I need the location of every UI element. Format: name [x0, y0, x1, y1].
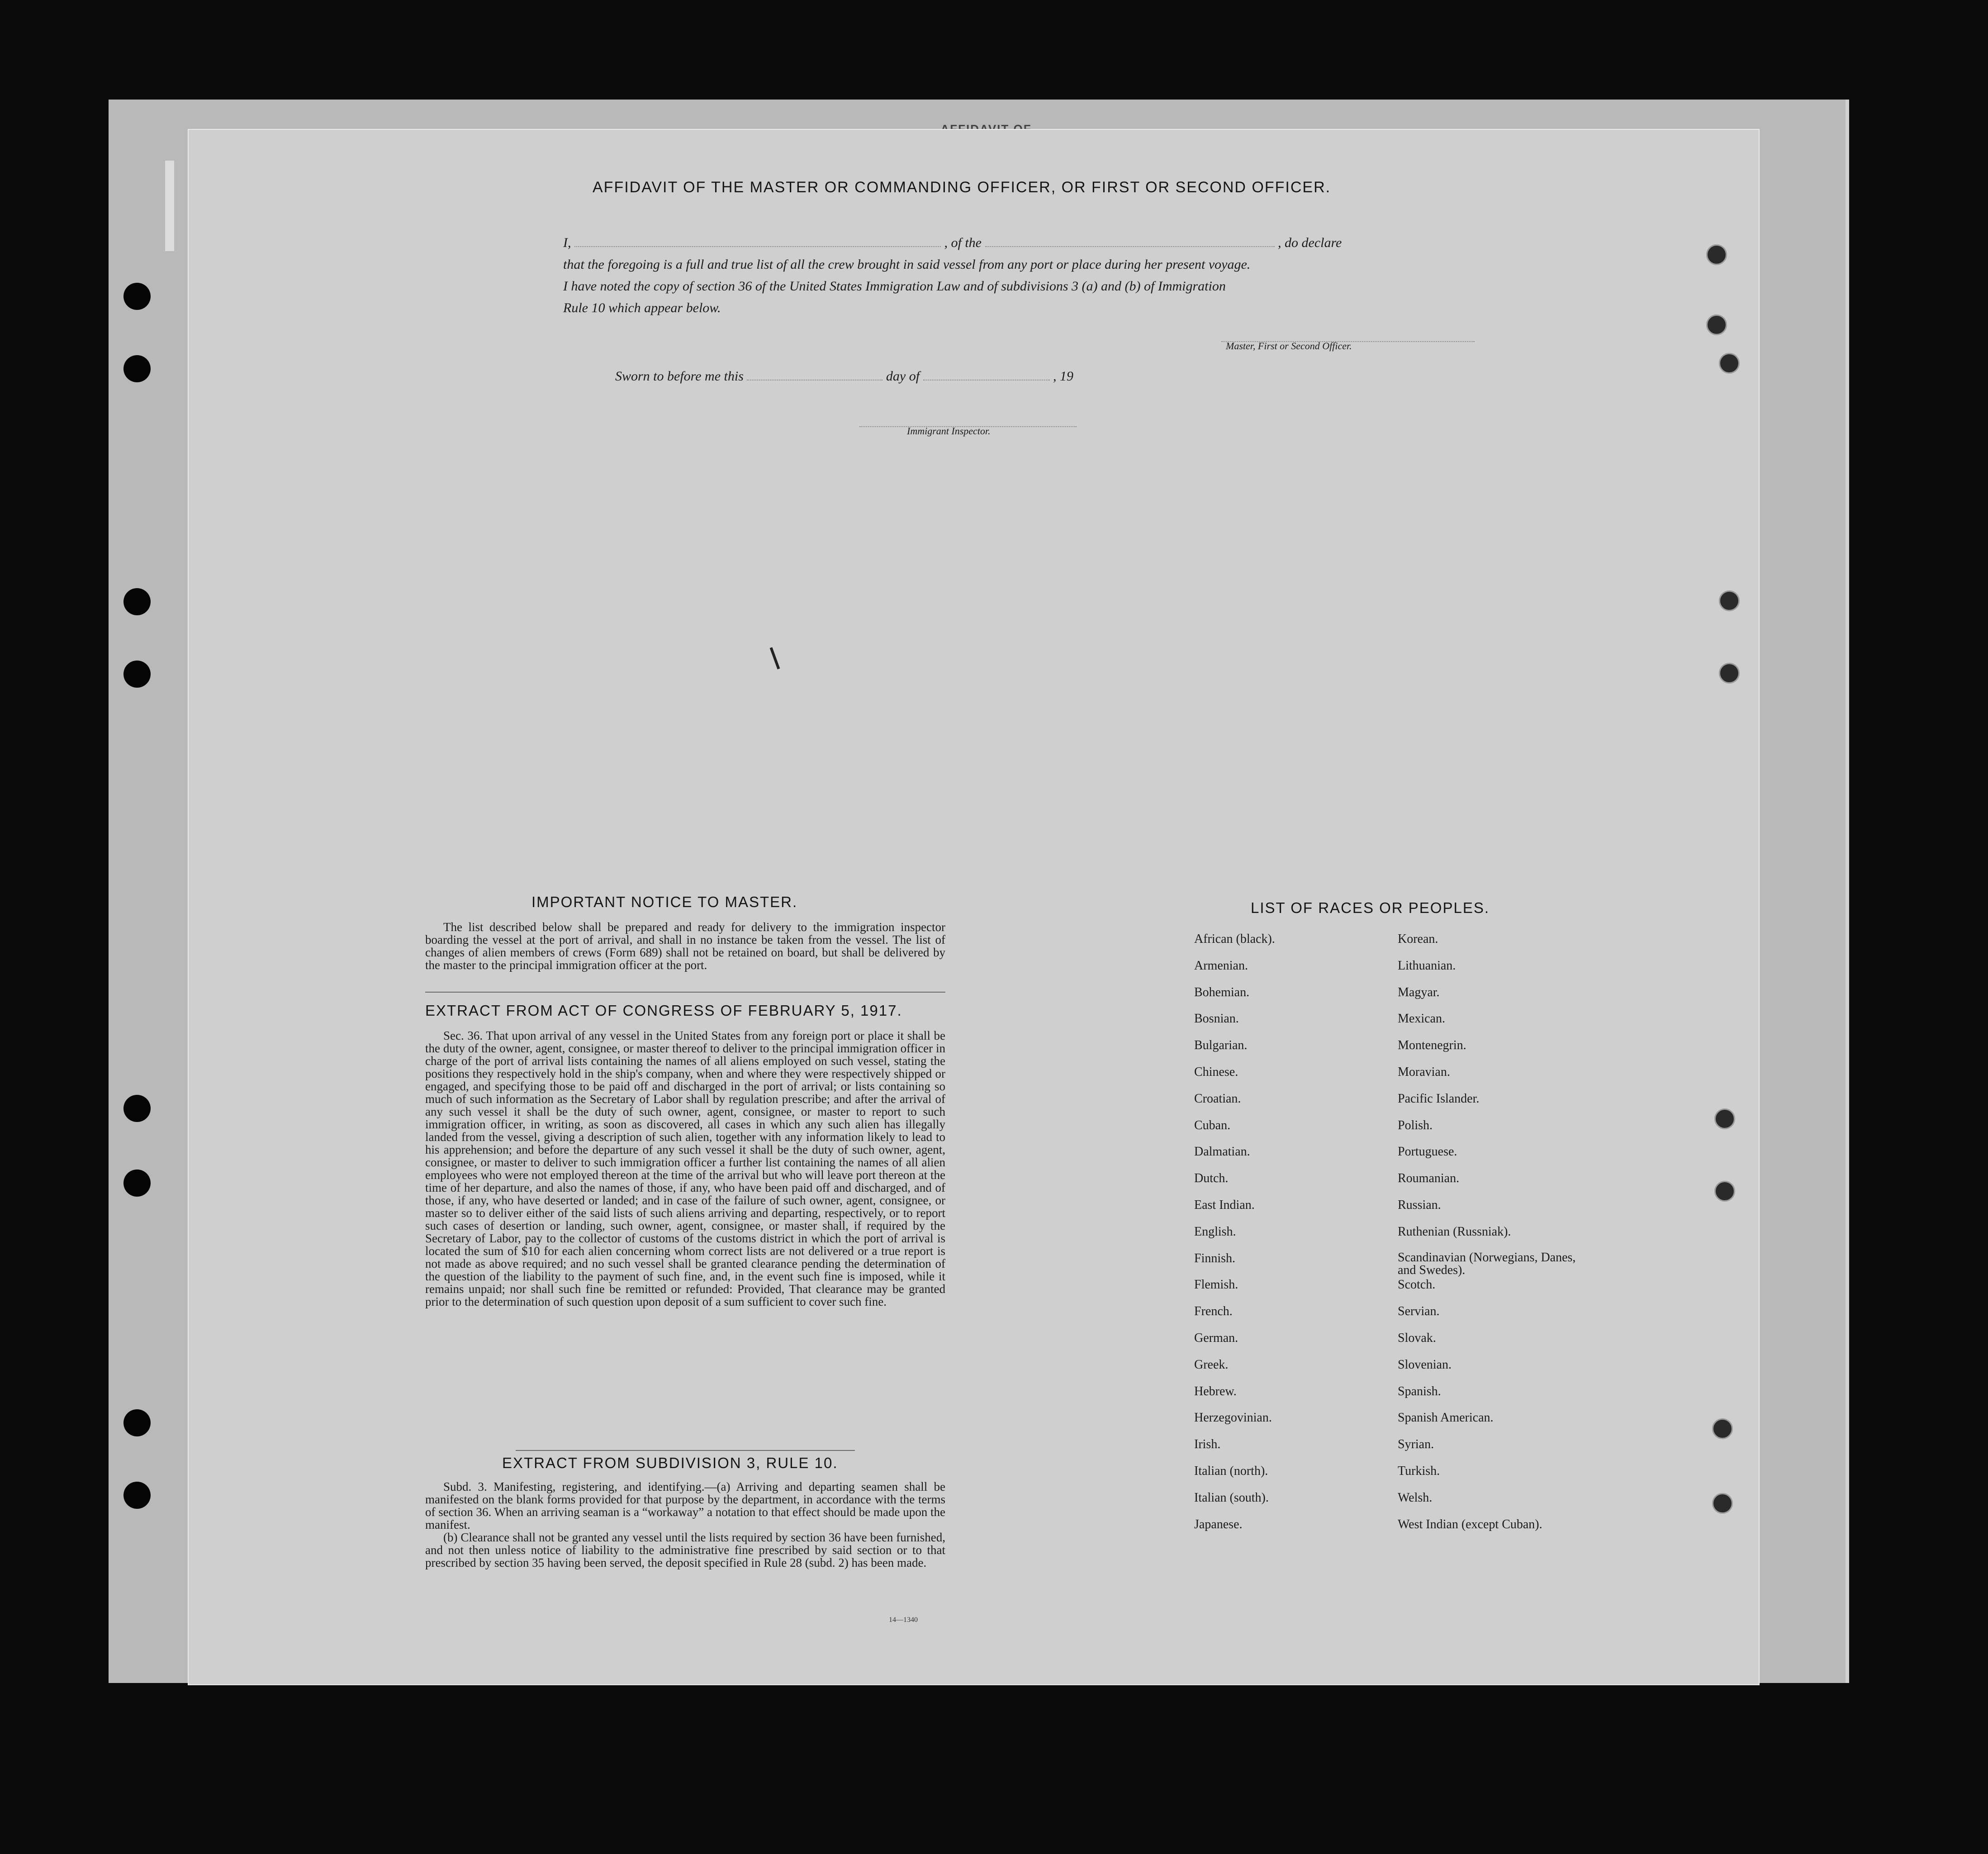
- notice-text-block: [425, 921, 945, 971]
- race-item: Lithuanian.: [1398, 958, 1456, 973]
- race-item: Hebrew.: [1194, 1384, 1237, 1398]
- race-item: Greek.: [1194, 1357, 1229, 1372]
- sworn-suffix: , 19: [1053, 369, 1074, 384]
- punch-hole: [1706, 314, 1727, 335]
- divider: [516, 1450, 855, 1451]
- sworn-month-blank[interactable]: [923, 370, 1050, 380]
- race-item: Scandinavian (Norwegians, Danes, and Swedes).: [1398, 1250, 1576, 1277]
- race-item: Servian.: [1398, 1304, 1440, 1319]
- affidavit-prefix: I,: [563, 235, 571, 250]
- race-item: Roumanian.: [1398, 1171, 1460, 1186]
- race-item: East Indian.: [1194, 1198, 1255, 1212]
- race-item: Bohemian.: [1194, 985, 1250, 999]
- race-item: Dutch.: [1194, 1171, 1229, 1186]
- notice-text: The list described below shall be prepared and ready for delivery to the immigration inspector boarding the vessel at the port of arrival, and shall in no instance be taken from the vessel. The list of changes of alien members of crews (Form 689) shall not be retained on board, but shall be delivered by the master to the principal immigration officer at the port.: [425, 920, 945, 972]
- race-item: Italian (north).: [1194, 1464, 1268, 1478]
- punch-hole: [123, 283, 151, 310]
- race-item: Slovenian.: [1398, 1357, 1452, 1372]
- race-item: Bosnian.: [1194, 1012, 1239, 1026]
- race-item: Japanese.: [1194, 1517, 1243, 1531]
- sworn-mid: day of: [886, 369, 920, 384]
- race-item: Slovak.: [1398, 1331, 1436, 1345]
- punch-hole: [1712, 1418, 1733, 1439]
- race-item: Spanish American.: [1398, 1411, 1494, 1425]
- punch-hole: [1712, 1493, 1733, 1514]
- punch-hole: [123, 1169, 151, 1197]
- race-item: Magyar.: [1398, 985, 1440, 999]
- punch-hole: [123, 588, 151, 615]
- punch-hole: [1719, 663, 1740, 684]
- race-item: Pacific Islander.: [1398, 1091, 1480, 1106]
- act-extract-title: EXTRACT FROM ACT OF CONGRESS OF FEBRUARY 5, 1917.: [425, 1002, 902, 1019]
- race-item: West Indian (except Cuban).: [1398, 1517, 1542, 1531]
- rule-extract-title: EXTRACT FROM SUBDIVISION 3, RULE 10.: [502, 1455, 838, 1471]
- race-item: Portuguese.: [1398, 1145, 1457, 1159]
- race-item: Ruthenian (Russniak).: [1398, 1224, 1511, 1239]
- rule-text-a: Subd. 3. Manifesting, registering, and identifying.—(a) Arriving and departing seamen shall be manifested on the blank forms provided for that purpose by the department, in accordance with the terms of section 36. When an arriving seaman is a “workaway” a notation to that effect should be made upon the manifest.: [425, 1480, 945, 1531]
- punch-hole: [1719, 590, 1740, 611]
- race-item: German.: [1194, 1331, 1238, 1345]
- punch-hole: [1719, 353, 1740, 374]
- race-item: Polish.: [1398, 1118, 1433, 1132]
- race-item: Mexican.: [1398, 1012, 1445, 1026]
- master-signature-caption: Master, First or Second Officer.: [1226, 340, 1352, 352]
- affidavit-suffix: , do declare: [1278, 235, 1342, 250]
- affidavit-title: AFFIDAVIT OF THE MASTER OR COMMANDING OFFICER, OR FIRST OR SECOND OFFICER.: [593, 179, 1331, 196]
- notice-title: IMPORTANT NOTICE TO MASTER.: [531, 894, 798, 910]
- race-item: Croatian.: [1194, 1091, 1241, 1106]
- race-item: Irish.: [1194, 1437, 1221, 1452]
- race-item: Herzegovinian.: [1194, 1411, 1272, 1425]
- divider: [425, 992, 945, 993]
- races-column-left: [1194, 932, 1275, 1544]
- rule-text-b: (b) Clearance shall not be granted any vessel until the lists required by section 36 have been furnished, and not then unless notice of liability to the administrative fine prescribed by said section or to that prescribed by section 35 having been served, the deposit specified in Rule 28 (subd. 2) has been made.: [425, 1531, 945, 1569]
- race-item: Flemish.: [1194, 1278, 1238, 1292]
- punch-hole: [123, 355, 151, 382]
- name-blank[interactable]: [574, 236, 941, 247]
- race-item: African (black).: [1194, 932, 1275, 946]
- race-item: Korean.: [1398, 932, 1438, 946]
- act-text-block: [425, 1029, 945, 1308]
- race-item: Italian (south).: [1194, 1490, 1269, 1505]
- race-item: Moravian.: [1398, 1065, 1450, 1079]
- punch-hole: [123, 1482, 151, 1509]
- race-item: Cuban.: [1194, 1118, 1231, 1132]
- race-item: Montenegrin.: [1398, 1038, 1466, 1053]
- race-item: Chinese.: [1194, 1065, 1238, 1079]
- affidavit-line-3: I have noted the copy of section 36 of the United States Immigration Law and of subdivisions 3 (a) and (b) of Immigration: [563, 279, 1226, 294]
- punch-hole: [123, 1409, 151, 1436]
- race-item: Dalmatian.: [1194, 1145, 1250, 1159]
- affidavit-declaration-line: [563, 235, 1342, 251]
- form-number: 14—1340: [889, 1616, 918, 1624]
- punch-hole: [1714, 1108, 1735, 1129]
- race-item: Turkish.: [1398, 1464, 1440, 1478]
- vessel-blank[interactable]: [985, 236, 1275, 247]
- affidavit-line-2: that the foregoing is a full and true list of all the crew brought in said vessel from any port or place during her present voyage.: [563, 257, 1251, 272]
- punch-hole: [1706, 244, 1727, 265]
- race-item: English.: [1194, 1224, 1236, 1239]
- race-item: French.: [1194, 1304, 1233, 1319]
- race-item: Spanish.: [1398, 1384, 1441, 1398]
- punch-hole: [123, 661, 151, 688]
- binder-mark: [165, 161, 174, 251]
- punch-hole: [123, 1095, 151, 1122]
- act-text: Sec. 36. That upon arrival of any vessel in the United States from any foreign port or place it shall be the duty of the owner, agent, consignee, or master thereof to deliver to the principal immigration officer in charge of the port of arrival lists containing the names of all aliens employed on such vessel, stating the positions they respectively hold in the ship's company, when and where they were respectively shipped or engaged, and specifying those to be paid off and discharged in the port of arrival; or lists containing so much of such information as the Secretary of Labor shall by regulation prescribe; and after the arrival of any such vessel it shall be the duty of such owner, agent, consignee, or master to report to such immigration officer, in writing, as soon as discovered, all cases in which any such alien has illegally landed from the vessel, giving a description of such alien, together with any information likely to lead to his apprehension; and before the departure of any such vessel it shall be the duty of such owner, agent, consignee, or master to deliver to such immigration officer a further list containing the names of all alien employees who were not employed thereon at the time of the arrival but who will leave port thereon at the time of her departure, and also the names of those, if any, who have been paid off and discharged, and of those, if any, who have deserted or landed; and in case of the failure of such owner, agent, consignee, or master so to deliver either of the said lists of such aliens arriving and departing, respectively, or to report such cases of desertion or landing, such owner, agent, consignee, or master shall, if required by the Secretary of Labor, pay to the collector of customs of the customs district in which the port of arrival is located the sum of $10 for each alien concerning whom correct lists are not delivered or a true report is not made as above required; and no such vessel shall be granted clearance pending the determination of the question of the liability to the payment of such fine, and, in the event such fine is imposed, while it remains unpaid; nor shall such fine be remitted or refunded: Provided, That clearance may be granted prior to the determination of such question upon deposit of a sum sufficient to cover such fine.: [425, 1029, 945, 1308]
- race-item: Syrian.: [1398, 1437, 1434, 1452]
- race-item: Finnish.: [1194, 1251, 1236, 1265]
- affidavit-mid: , of the: [944, 235, 982, 250]
- sworn-line: [615, 369, 1073, 384]
- races-title: LIST OF RACES OR PEOPLES.: [1251, 899, 1490, 916]
- race-item: Scotch.: [1398, 1278, 1436, 1292]
- race-item: Russian.: [1398, 1198, 1441, 1212]
- sworn-day-blank[interactable]: [747, 370, 883, 380]
- races-column-right: [1398, 932, 1597, 1544]
- punch-hole: [1714, 1181, 1735, 1202]
- race-item: Welsh.: [1398, 1490, 1433, 1505]
- race-item: Bulgarian.: [1194, 1038, 1248, 1053]
- sworn-prefix: Sworn to before me this: [615, 369, 744, 384]
- race-item: Armenian.: [1194, 958, 1248, 973]
- rule-text-block: [425, 1480, 945, 1569]
- affidavit-line-4: Rule 10 which appear below.: [563, 300, 721, 315]
- inspector-caption: Immigrant Inspector.: [907, 425, 991, 437]
